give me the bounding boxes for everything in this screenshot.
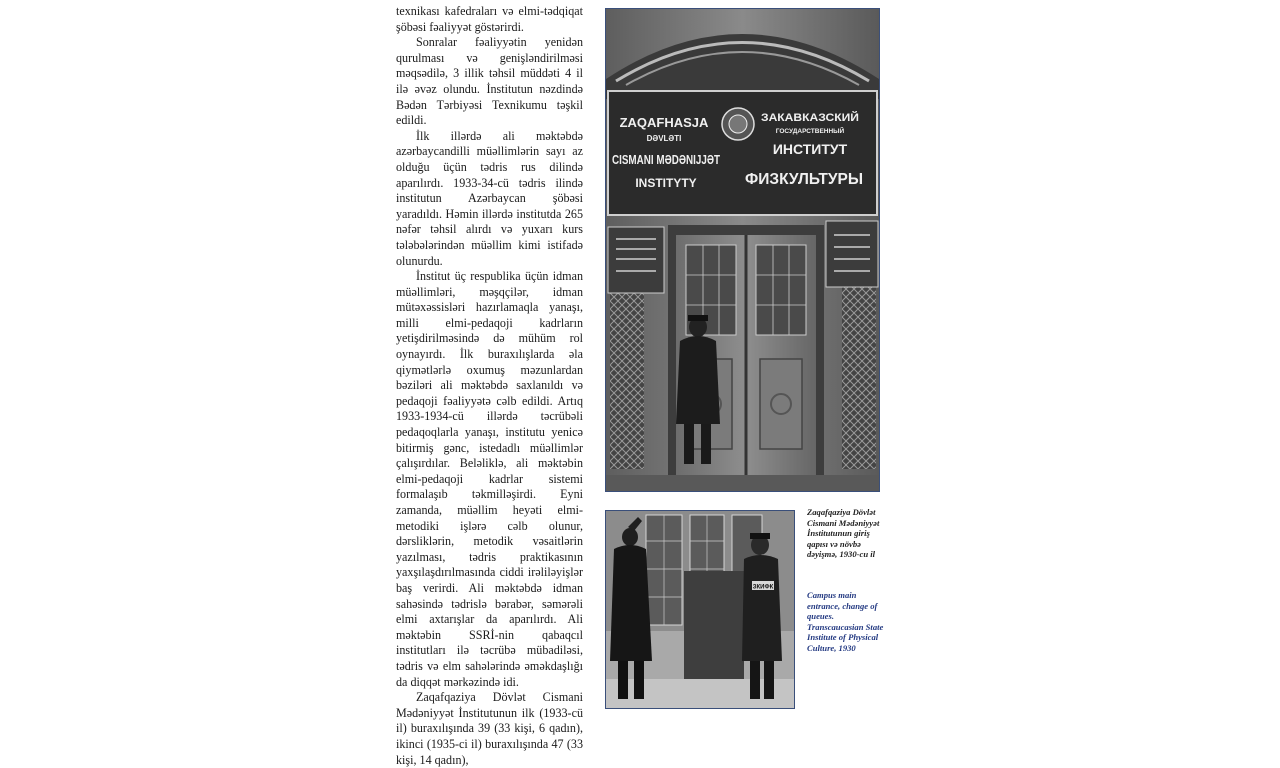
paragraph: Zaqafqaziya Dövlət Cismani Mədəniyyət İnstitutunun ilk (1933-cü il) buraxılışında 39 (33 kişi, 6 qadın), ikinci (1935-ci il) buraxılışında 47 (33 kişi, 14 qadın), [396,690,583,767]
paragraph: Sonralar fəaliyyətin yenidən qurulması və genişləndirilməsi məqsədilə, 3 illik təhsil müddəti 4 il ilə əvəz olundu. İnstitutun nəzdində Bədən Tərbiyəsi Texnikumu təşkil edildi. [396,35,583,128]
sign-left-line-3: CISMANI MӘDӘNIJJӘT [612,153,721,167]
photo-caption-azerbaijani: Zaqafqaziya Dövlət Cismani Mədəniyyət İnstitutunun giriş qapısı və növbə dəyişmə, 1930-cu il [807,507,880,560]
guard-change-photo-image [606,511,794,708]
sign-right-line-1: ЗАКАВКАЗСКИЙ [761,112,851,124]
guard-change-photo [605,510,795,709]
sign-left-line-4: INSTITYTY [635,176,697,190]
armband-text: ЗКИФК [752,584,774,591]
sign-right-line-4: ФИЗКУЛЬТУРЫ [745,171,863,188]
photo-caption-english: Campus main entrance, change of queues. Transcaucasian State Institute of Physical Culture, 1930 [807,590,884,653]
sign-right-line-2: ГОСУДАРСТВЕННЫЙ [775,128,845,135]
institute-entrance-photo [605,8,880,492]
sign-left-line-2: DӘVLӘTI [646,134,682,143]
sign-left-line-1: ZAQAFHASJA [619,115,709,130]
paragraph: İlk illərdə ali məktəbdə azərbaycandilli müəllimlərin sayı az olduğu üçün tədris rus dilində aparılırdı. 1933-34-cü tədris ilində institutun Azərbaycan şöbəsi yaradıldı. Həmin illərdə institutda 265 nəfər təhsil alırdı və yuxarı kurs tələbələrindən müəllim kimi istifadə olunurdu. [396,128,583,268]
sign-right-line-3: ИНСТИТУТ [772,141,848,157]
paragraph: İnstitut üç respublika üçün idman müəllimləri, məşqçilər, idman mütəxəssisləri hazırlamaqla yanaşı, milli elmi-pedaqoji kadrların yetişdirilməsində də mühüm rol oynayırdı. İlk buraxılışlarda əla qiymətlərlə oxumuş məzunlardan bəziləri ali məktəbdə saxlanıldı və pedaqoji fəaliyyətə cəlb edildi. Artıq 1933-1934-cü illərdə təcrübəli pedaqoqlarla yanaşı, institutu yenicə bitirmiş gənc, istedadlı müəllimlər çalışırdılar. Beləliklə, ali məktəbin elmi-pedaqoji kadrlar sistemi formalaşıb təkmilləşirdi. Eyni zamanda, müəllim heyəti elmi-metodiki işlərə cəlb olunur, dərsliklərin, metodik vəsaitlərin yazılması, tədris praktikasının yaxşılaşdırılmasında ciddi irəliləyişlər baş verirdi. Ali məktəbdə idman sahəsində tədrislə bərabər, səmərəli elmi axtarışlar da aparılırdı. Ali məktəbin SSRİ-nin qabaqcıl institutları ilə təcrübə mübadiləsi, tədris və elm sahələrində əməkdaşlığı da diqqət mərkəzində idi. [396,269,583,689]
paragraph: texnikası kafedraları və elmi-tədqiqat şöbəsi fəaliyyət göstərirdi. [396,4,583,34]
entrance-photo-image [606,9,879,491]
body-text-column [396,4,583,768]
